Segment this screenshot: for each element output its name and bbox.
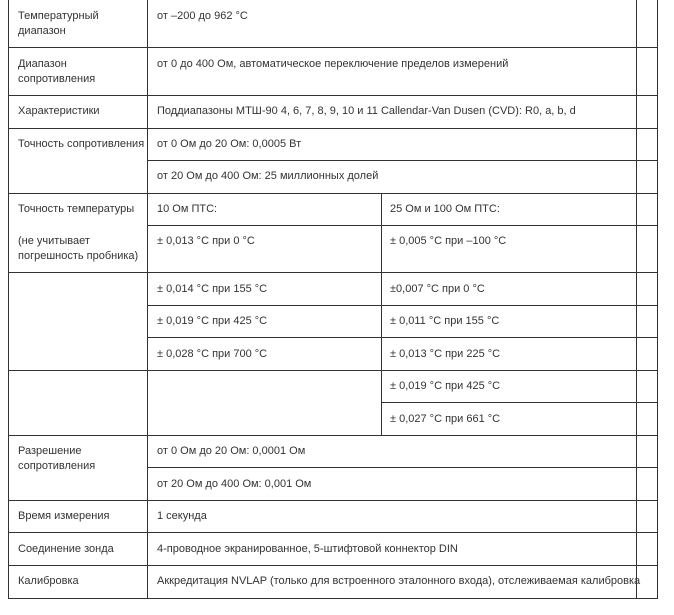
row-divider bbox=[8, 435, 658, 436]
temp-accuracy-col-b-item: ±0,007 °C при 0 °C bbox=[390, 283, 485, 295]
temp-accuracy-note-line2: погрешность пробника) bbox=[18, 250, 139, 262]
temp-accuracy-col-b-header: 25 Ом и 100 Ом ПТС: bbox=[390, 203, 500, 215]
row-divider bbox=[147, 467, 658, 468]
row-divider bbox=[8, 272, 658, 273]
characteristics-value: Поддиапазоны МТШ-90 4, 6, 7, 8, 9, 10 и 11 Callendar-Van Dusen (CVD): R0, a, b, d bbox=[157, 105, 576, 117]
temp-accuracy-col-a-item: ± 0,028 °C при 700 °C bbox=[157, 348, 268, 360]
row-divider bbox=[381, 402, 658, 403]
column-divider-value bbox=[636, 0, 637, 599]
resistance-resolution-label-line2: сопротивления bbox=[18, 460, 96, 472]
resistance-accuracy-value-1: от 0 Ом до 20 Ом: 0,0005 Вт bbox=[157, 138, 302, 150]
row-divider bbox=[8, 47, 658, 48]
row-divider bbox=[147, 160, 658, 161]
calibration-label: Калибровка bbox=[18, 575, 79, 587]
table-border-left bbox=[8, 0, 9, 599]
resistance-resolution-value-2: от 20 Ом до 400 Ом: 0,001 Ом bbox=[157, 478, 312, 490]
temp-accuracy-col-a-item: ± 0,013 °C при 0 °C bbox=[157, 235, 255, 247]
temp-accuracy-col-b-item: ± 0,027 °C при 661 °C bbox=[390, 413, 501, 425]
characteristics-label: Характеристики bbox=[18, 105, 100, 117]
column-divider-temp-subcolumns bbox=[381, 193, 382, 435]
temp-accuracy-col-b-item: ± 0,011 °C при 155 °C bbox=[390, 315, 500, 327]
measurement-time-value: 1 секунда bbox=[157, 510, 207, 522]
table-border-right bbox=[657, 0, 658, 599]
resistance-resolution-value-1: от 0 Ом до 20 Ом: 0,0001 Ом bbox=[157, 445, 306, 457]
table-border-bottom bbox=[8, 598, 658, 599]
probe-connection-label: Соединение зонда bbox=[18, 543, 114, 555]
temp-accuracy-col-a-item: ± 0,014 °C при 155 °C bbox=[157, 283, 268, 295]
resistance-resolution-label-line1: Разрешение bbox=[18, 445, 82, 457]
row-divider bbox=[147, 225, 658, 226]
temp-accuracy-col-a-item: ± 0,019 °C при 425 °C bbox=[157, 315, 268, 327]
temp-range-label-line1: Температурный bbox=[18, 10, 99, 22]
resistance-accuracy-value-2: от 20 Ом до 400 Ом: 25 миллионных долей bbox=[157, 170, 379, 182]
row-divider bbox=[8, 370, 658, 371]
measurement-time-label: Время измерения bbox=[18, 510, 110, 522]
calibration-value: Аккредитация NVLAP (только для встроенного эталонного входа), отслеживаемая калибровка bbox=[157, 575, 641, 587]
row-divider bbox=[8, 193, 658, 194]
temp-accuracy-label: Точность температуры bbox=[18, 203, 135, 215]
resistance-range-label-line1: Диапазон bbox=[18, 58, 67, 70]
temp-accuracy-col-b-item: ± 0,019 °C при 425 °C bbox=[390, 380, 501, 392]
resistance-range-label-line2: сопротивления bbox=[18, 73, 96, 85]
temp-accuracy-col-a-header: 10 Ом ПТС: bbox=[157, 203, 218, 215]
resistance-accuracy-label: Точность сопротивления bbox=[18, 138, 145, 150]
temp-range-label-line2: диапазон bbox=[18, 25, 66, 37]
row-divider bbox=[8, 500, 658, 501]
row-divider bbox=[8, 95, 658, 96]
probe-connection-value: 4-проводное экранированное, 5-штифтовой коннектор DIN bbox=[157, 543, 458, 555]
row-divider bbox=[147, 305, 658, 306]
temp-range-value: от –200 до 962 °C bbox=[157, 10, 248, 22]
row-divider bbox=[8, 565, 658, 566]
temp-accuracy-note-line1: (не учитывает bbox=[18, 235, 90, 247]
row-divider bbox=[8, 128, 658, 129]
row-divider bbox=[147, 337, 658, 338]
temp-accuracy-col-b-item: ± 0,013 °C при 225 °C bbox=[390, 348, 501, 360]
temp-accuracy-col-b-item: ± 0,005 °C при –100 °C bbox=[390, 235, 507, 247]
row-divider bbox=[8, 532, 658, 533]
resistance-range-value: от 0 до 400 Ом, автоматическое переключение пределов измерений bbox=[157, 58, 509, 70]
column-divider-label bbox=[147, 0, 148, 599]
